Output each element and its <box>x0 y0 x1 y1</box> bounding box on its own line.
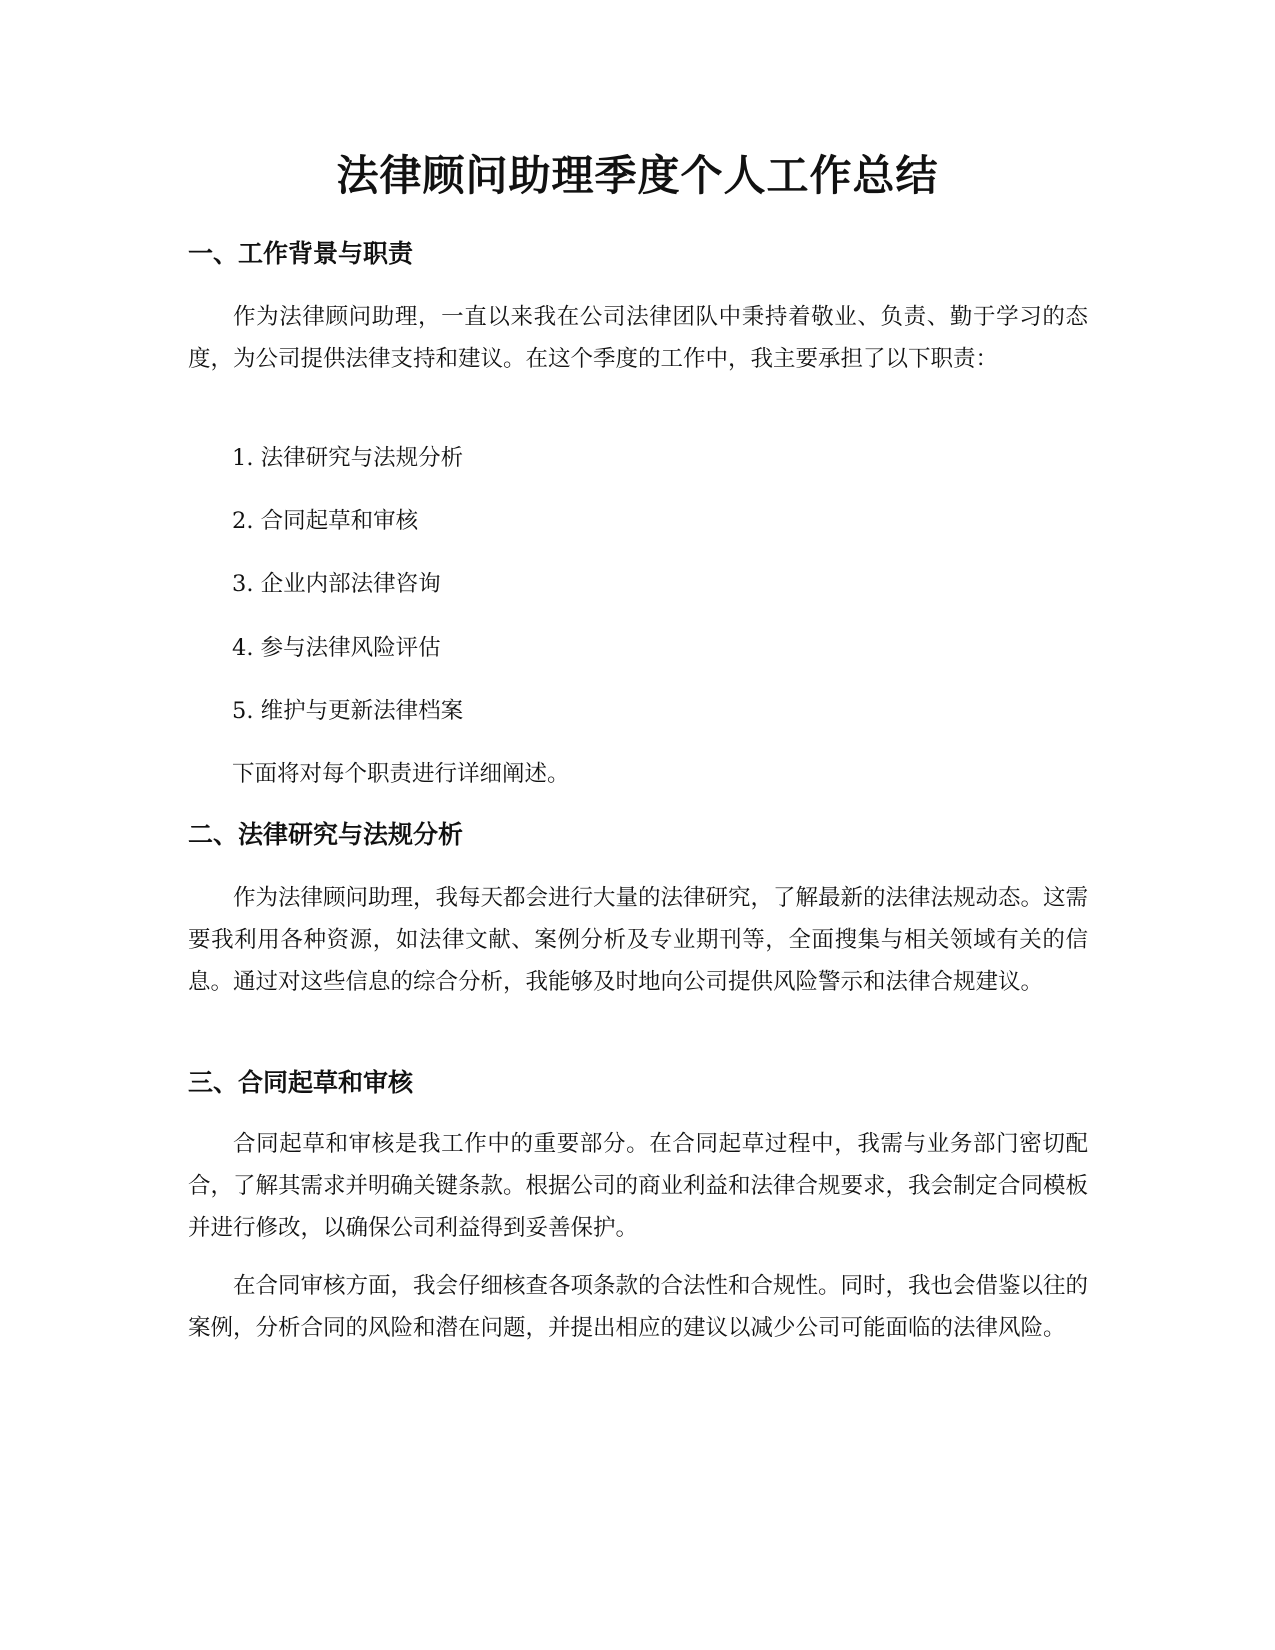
list-item: 4. 参与法律风险评估 <box>232 635 441 661</box>
section-heading-background: 一、工作背景与职责 <box>188 239 414 268</box>
list-item: 3. 企业内部法律咨询 <box>232 571 441 597</box>
section-paragraph: 作为法律顾问助理，一直以来我在公司法律团队中秉持着敬业、负责、勤于学习的态度，为公司提供法律支持和建议。在这个季度的工作中，我主要承担了以下职责： <box>188 304 1088 372</box>
list-item: 1. 法律研究与法规分析 <box>232 445 464 471</box>
section-closing-text: 下面将对每个职责进行详细阐述。 <box>232 761 570 787</box>
section-heading-contract-drafting: 三、合同起草和审核 <box>188 1068 414 1097</box>
list-item: 5. 维护与更新法律档案 <box>232 698 464 724</box>
document-title: 法律顾问助理季度个人工作总结 <box>336 151 939 200</box>
section-paragraph: 作为法律顾问助理，我每天都会进行大量的法律研究，了解最新的法律法规动态。这需要我利用各种资源，如法律文献、案例分析及专业期刊等，全面搜集与相关领域有关的信息。通过对这些信息的综合分析，我能够及时地向公司提供风险警示和法律合规建议。 <box>188 885 1089 995</box>
list-item: 2. 合同起草和审核 <box>232 508 419 534</box>
section-paragraph: 合同起草和审核是我工作中的重要部分。在合同起草过程中，我需与业务部门密切配合，了解其需求并明确关键条款。根据公司的商业利益和法律合规要求，我会制定合同模板并进行修改，以确保公司利益得到妥善保护。 <box>188 1131 1089 1241</box>
section-heading-legal-research: 二、法律研究与法规分析 <box>188 820 464 849</box>
section-paragraph: 在合同审核方面，我会仔细核查各项条款的合法性和合规性。同时，我也会借鉴以往的案例，分析合同的风险和潜在问题，并提出相应的建议以减少公司可能面临的法律风险。 <box>188 1273 1089 1341</box>
